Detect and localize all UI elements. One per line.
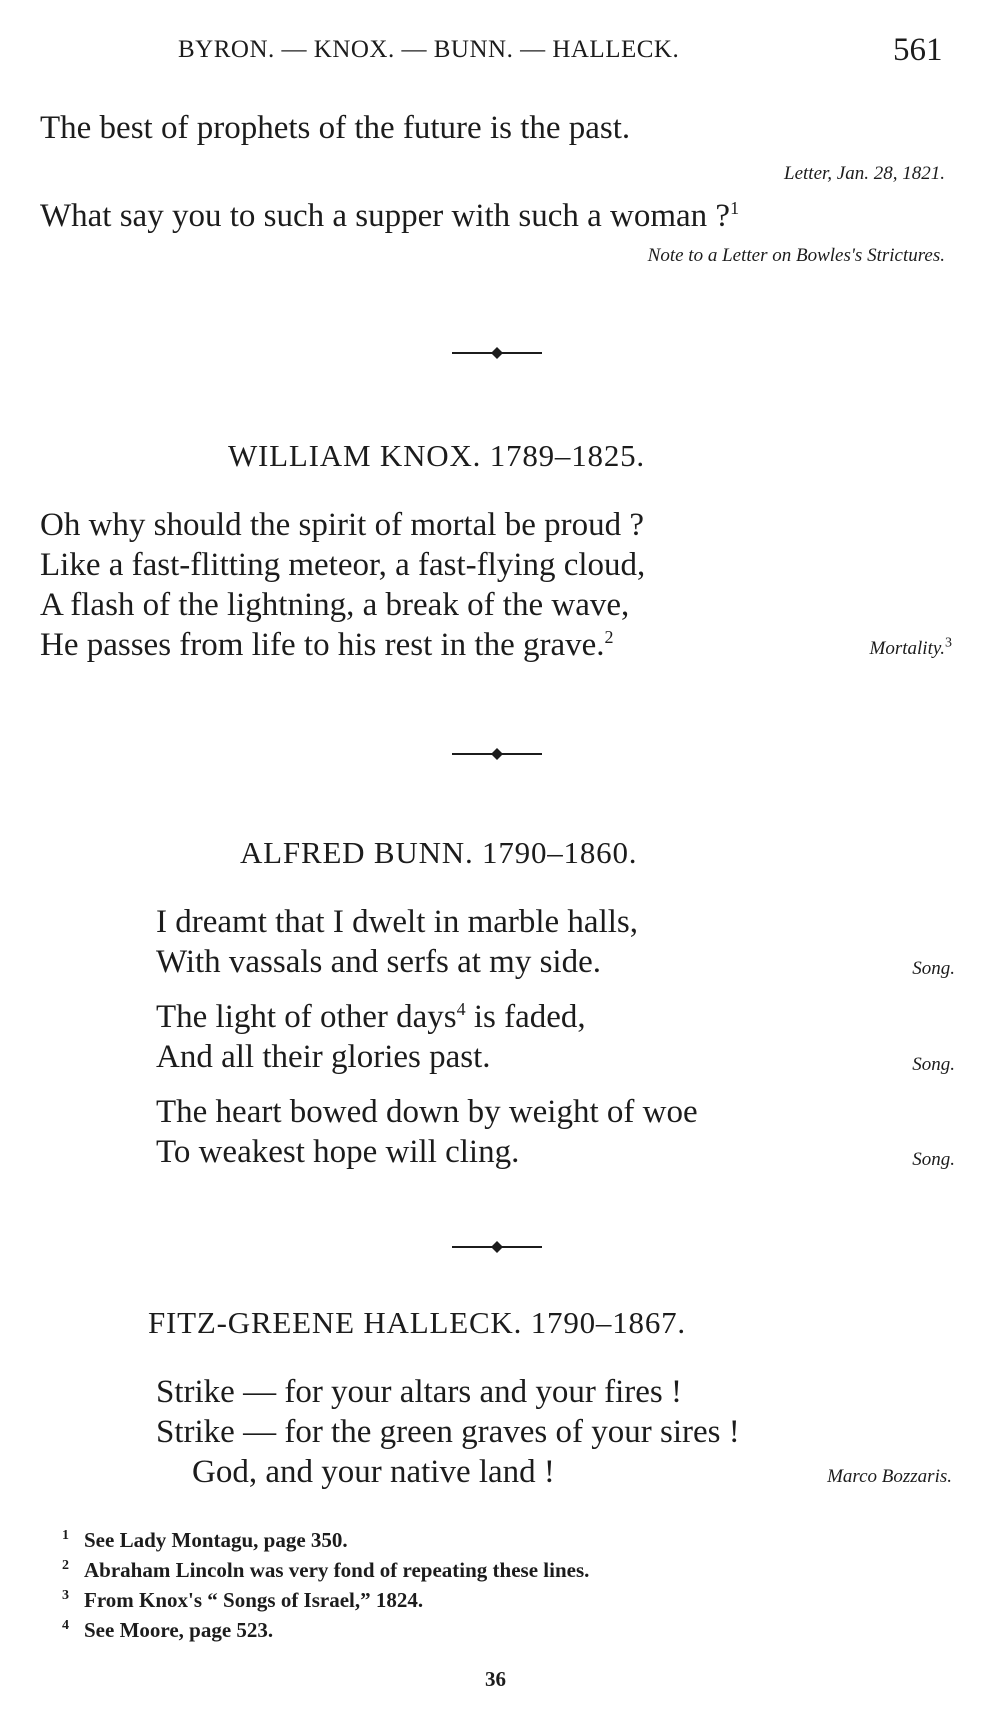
- footnote-ref-3: 3: [945, 635, 952, 651]
- byron-cite-1: Letter, Jan. 28, 1821.: [784, 163, 945, 184]
- footnote-text: See Moore, page 523.: [84, 1618, 274, 1642]
- verse-line: Strike — for your altars and your fires !: [156, 1374, 683, 1410]
- footnote-text: Abraham Lincoln was very fond of repeating these lines.: [84, 1558, 590, 1582]
- section-ornament: [452, 345, 542, 361]
- footnote-ref-2: 2: [604, 627, 614, 647]
- footnotes: [62, 1525, 589, 1645]
- verse-line: With vassals and serfs at my side.: [156, 944, 602, 980]
- footnote-ref-1: 1: [730, 198, 740, 218]
- verse-line: To weakest hope will cling.: [156, 1134, 520, 1170]
- footnote: 2 Abraham Lincoln was very fond of repeating these lines.: [62, 1558, 590, 1582]
- halleck-cite: Marco Bozzaris.: [827, 1466, 952, 1487]
- signature-mark: 36: [485, 1667, 506, 1691]
- byron-quote-2: [40, 196, 739, 236]
- bunn-quote-1: [156, 902, 638, 982]
- verse-line: I dreamt that I dwelt in marble halls,: [156, 904, 639, 940]
- footnote-text: See Lady Montagu, page 350.: [84, 1528, 348, 1552]
- page-number: 561: [893, 32, 943, 68]
- verse-line: God, and your native land !: [192, 1454, 555, 1490]
- verse-line: Oh why should the spirit of mortal be proud ?: [40, 507, 644, 543]
- footnote: 4 See Moore, page 523.: [62, 1618, 274, 1642]
- verse-line: Strike — for the green graves of your sires !: [156, 1414, 740, 1450]
- footnote: 3 From Knox's “ Songs of Israel,” 1824.: [62, 1588, 424, 1612]
- section-ornament: [452, 1239, 542, 1255]
- knox-verse: [40, 505, 645, 665]
- halleck-heading: FITZ-GREENE HALLECK. 1790–1867.: [148, 1305, 686, 1340]
- knox-cite: [869, 635, 952, 660]
- bunn-quote-3: [156, 1092, 698, 1172]
- verse-line: A flash of the lightning, a break of the wave,: [40, 587, 630, 623]
- running-head: BYRON. — KNOX. — BUNN. — HALLECK.: [178, 36, 680, 63]
- knox-heading: WILLIAM KNOX. 1789–1825.: [228, 438, 645, 473]
- verse-line: And all their glories past.: [156, 1039, 491, 1075]
- verse-line: Like a fast-flitting meteor, a fast-flying cloud,: [40, 547, 646, 583]
- verse-line-text: He passes from life to his rest in the grave.: [40, 627, 605, 663]
- verse-line: [156, 997, 586, 1037]
- bunn-cite-2: Song.: [912, 1054, 955, 1075]
- halleck-verse: [156, 1372, 740, 1492]
- footnote-ref-4: 4: [456, 999, 466, 1019]
- bunn-heading: ALFRED BUNN. 1790–1860.: [240, 835, 638, 870]
- verse-line: [40, 625, 645, 665]
- section-ornament: [452, 746, 542, 762]
- verse-line: The heart bowed down by weight of woe: [156, 1094, 698, 1130]
- byron-quote-2-text: What say you to such a supper with such a woman ?: [40, 198, 731, 234]
- footnote-text: From Knox's “ Songs of Israel,” 1824.: [84, 1588, 424, 1612]
- knox-cite-text: Mortality.: [869, 638, 945, 659]
- footnote: 1 See Lady Montagu, page 350.: [62, 1528, 348, 1552]
- bunn-cite-1: Song.: [912, 958, 955, 979]
- byron-quote-1: The best of prophets of the future is the past.: [40, 110, 631, 146]
- byron-cite-2: Note to a Letter on Bowles's Strictures.: [647, 245, 945, 266]
- bunn-quote-2: [156, 997, 586, 1077]
- bunn-cite-3: Song.: [912, 1149, 955, 1170]
- verse-line-text: is faded,: [465, 999, 586, 1035]
- verse-line-text: The light of other days: [156, 999, 457, 1035]
